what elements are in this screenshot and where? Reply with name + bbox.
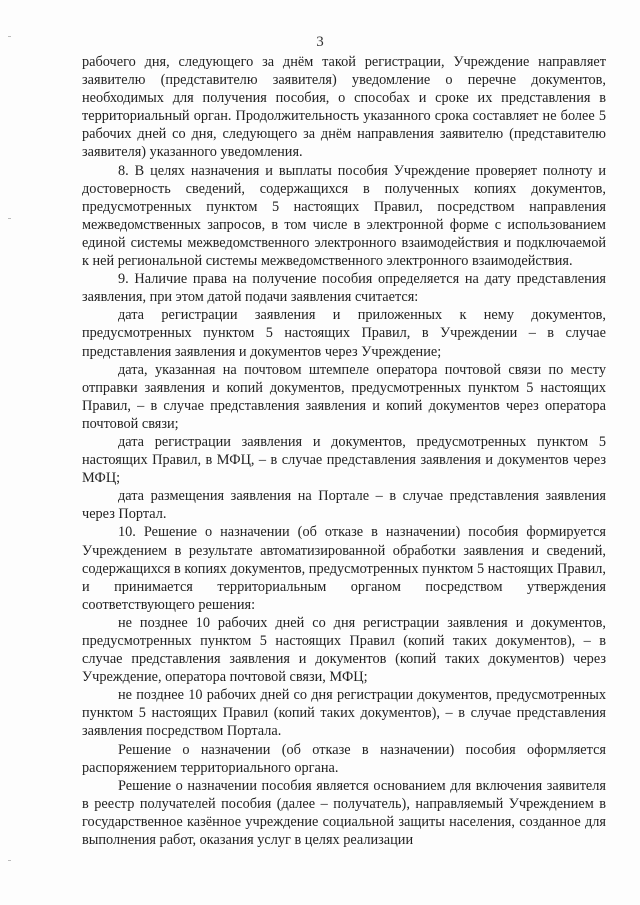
scan-mark (8, 860, 11, 861)
paragraph: рабочего дня, следующего за днём такой регистрации, Учреждение направляет заявителю (представителю заявителя) уведомление о перечне документов, необходимых для получения пособия, о способах и сроке их представления в территориальный орган. Продолжительность указанного срока составляет не более 5 рабочих дней со дня, следующего за днём направления заявителю (представителю заявителя) указанного уведомления. (82, 54, 606, 161)
paragraph: дата размещения заявления на Портале – в случае представления заявления через Портал. (82, 488, 606, 523)
paragraph: дата регистрации заявления и приложенных к нему документов, предусмотренных пунктом 5 настоящих Правил, в Учреждении – в случае представления заявления и документов через Учреждение; (82, 307, 606, 360)
paragraph: 8. В целях назначения и выплаты пособия Учреждение проверяет полноту и достоверность сведений, содержащихся в полученных копиях документов, предусмотренных пунктом 5 настоящих Правил, посредством направления межведомственных запросов, в том числе в электронной форме с использованием единой системы межведомственного электронного взаимодействия и подключаемой к ней региональной системы межведомственного электронного взаимодействия. (82, 162, 606, 270)
paragraph: не позднее 10 рабочих дней со дня регистрации документов, предусмотренных пунктом 5 настоящих Правил (копий таких документов), – в случае представления заявления посредством Портала. (82, 687, 606, 740)
paragraph: дата, указанная на почтовом штемпеле оператора почтовой связи по месту отправки заявления и копий документов, предусмотренных пунктом 5 настоящих Правил, – в случае представления заявления и копий документов через оператора почтовой связи; (82, 361, 606, 432)
paragraph: не позднее 10 рабочих дней со дня регистрации заявления и документов, предусмотренных пунктом 5 настоящих Правил (копий таких документов), – в случае представления заявления и документов (копий таких документов) через Учреждение, оператора почтовой связи, МФЦ; (82, 614, 606, 686)
scan-mark (8, 218, 11, 219)
paragraph: Решение о назначении (об отказе в назначении) пособия оформляется распоряжением территориального органа. (82, 741, 606, 776)
paragraph: 9. Наличие права на получение пособия определяется на дату представления заявления, при этом датой подачи заявления считается: (82, 271, 606, 306)
document-body (82, 53, 606, 849)
paragraph: Решение о назначении пособия является основанием для включения заявителя в реестр получателей пособия (далее – получатель), направляемый Учреждением в государственное казённое учреждение социальной защиты населения, созданное для выполнения работ, оказания услуг в целях реализации (82, 777, 606, 849)
paragraph: дата регистрации заявления и документов, предусмотренных пунктом 5 настоящих Правил, в МФЦ, – в случае представления заявления и документов через МФЦ; (82, 433, 606, 487)
page-number: 3 (316, 34, 324, 50)
scan-mark (8, 36, 11, 37)
paragraph: 10. Решение о назначении (об отказе в назначении) пособия формируется Учреждением в результате автоматизированной обработки заявления и сведений, содержащихся в копиях документов, предусмотренных пунктом 5 настоящих Правил, и принимается территориальным органом посредством утверждения соответствующего решения: (82, 524, 606, 613)
